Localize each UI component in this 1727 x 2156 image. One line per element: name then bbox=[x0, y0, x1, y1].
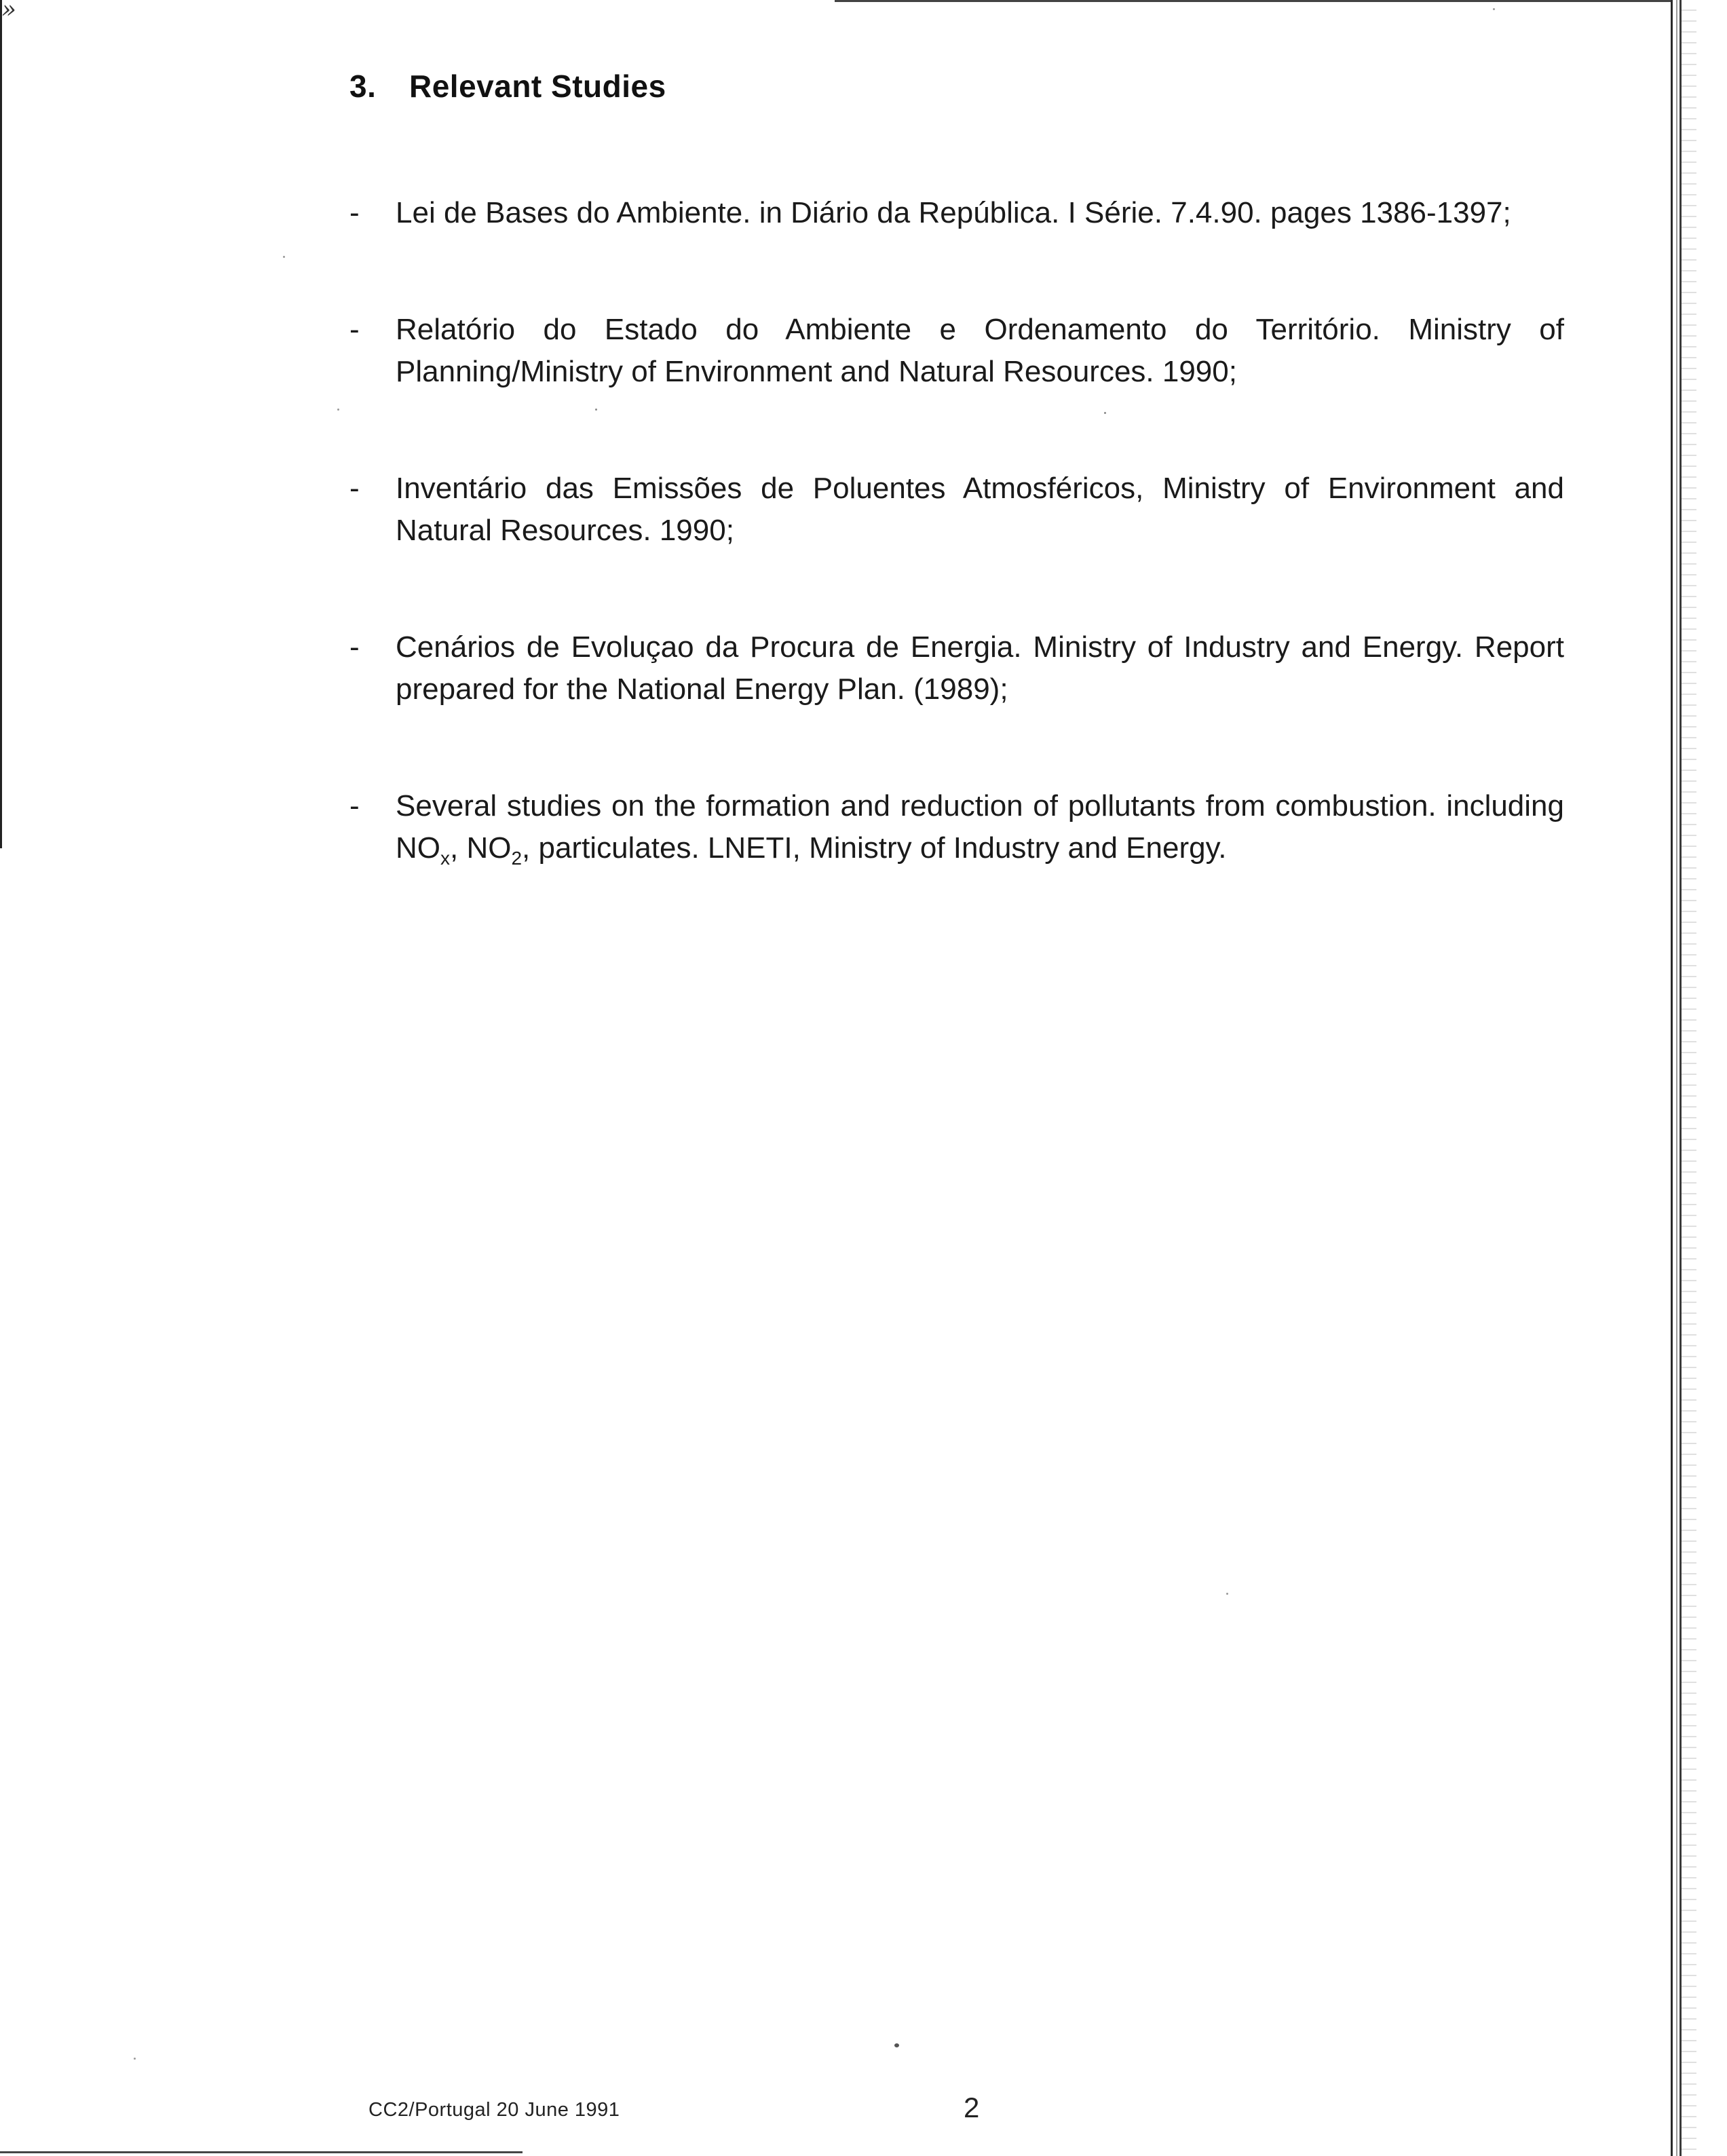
reference-item bbox=[349, 309, 1564, 393]
section-title: Relevant Studies bbox=[409, 69, 666, 104]
list-dash: - bbox=[349, 789, 360, 822]
scan-left-edge bbox=[0, 0, 2, 848]
reference-list bbox=[349, 192, 1564, 944]
scan-corner-mark: » bbox=[1, 0, 17, 24]
scan-speck bbox=[1493, 8, 1495, 10]
page-number: 2 bbox=[964, 2092, 980, 2123]
scan-speck bbox=[134, 2058, 136, 2060]
scan-speck bbox=[894, 2043, 899, 2047]
reference-item bbox=[349, 785, 1564, 869]
scan-top-edge bbox=[835, 0, 1676, 2]
scan-bottom-edge bbox=[0, 2151, 523, 2153]
reference-item bbox=[349, 192, 1564, 234]
list-dash: - bbox=[349, 313, 360, 346]
reference-text bbox=[396, 789, 1564, 869]
reference-text: Inventário das Emissões de Poluentes Atmosféricos, Ministry of Environment and Natural Resources. 1990; bbox=[396, 472, 1564, 547]
scan-right-binding bbox=[1671, 0, 1682, 2156]
reference-text: Lei de Bases do Ambiente. in Diário da República. I Série. 7.4.90. pages 1386-1397; bbox=[396, 196, 1511, 229]
scan-speck bbox=[1226, 1593, 1228, 1595]
reference-text: Cenários de Evoluçao da Procura de Energia. Ministry of Industry and Energy. Report prepared for the National Energy Plan. (1989); bbox=[396, 630, 1564, 706]
list-dash: - bbox=[349, 472, 360, 505]
list-dash: - bbox=[349, 630, 360, 664]
subscript-x: x bbox=[440, 848, 450, 869]
reference-item bbox=[349, 468, 1564, 552]
list-dash: - bbox=[349, 196, 360, 229]
reference-text-part: , particulates. LNETI, Ministry of Industry and Energy. bbox=[522, 831, 1227, 865]
reference-text-part: Several studies on the formation and reduction of pollutants from combustion. including NO bbox=[396, 789, 1564, 865]
scan-right-shadow bbox=[1682, 0, 1696, 2156]
reference-item bbox=[349, 626, 1564, 711]
reference-text-part: , NO bbox=[450, 831, 512, 865]
reference-text: Relatório do Estado do Ambiente e Ordenamento do Território. Ministry of Planning/Ministry of Environment and Natural Resources. 1990; bbox=[396, 313, 1564, 388]
section-number: 3. bbox=[349, 69, 377, 104]
scan-speck bbox=[283, 256, 285, 258]
section-heading bbox=[349, 68, 666, 105]
subscript-2: 2 bbox=[511, 848, 523, 869]
scan-speck bbox=[337, 409, 339, 411]
footer-document-id: CC2/Portugal 20 June 1991 bbox=[368, 2099, 620, 2121]
